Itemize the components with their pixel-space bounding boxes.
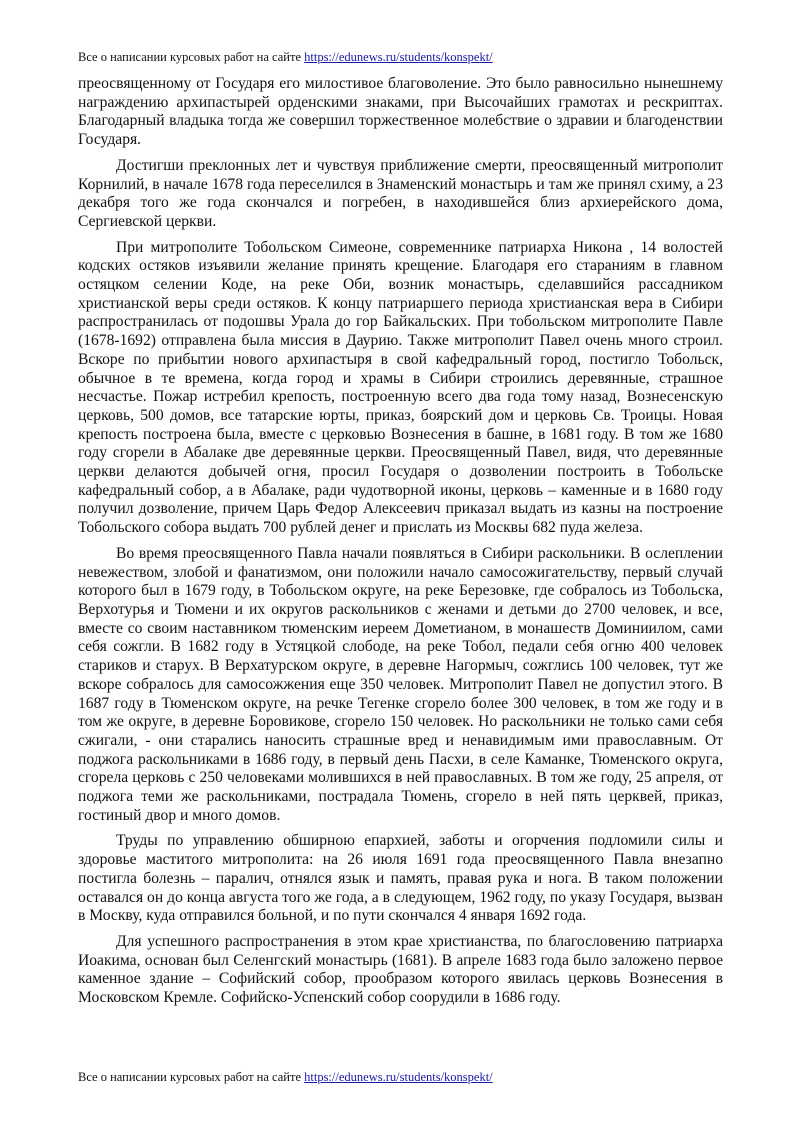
paragraph-selenga-monastery: Для успешного распространения в этом крае христианства, по благословению патриарха Иоакима, основан был Селенгский монастырь (1681). В апреле 1683 года было заложено первое каменное здание – Софийский собор, прообразом которого явилась церковь Вознесения в Московском Кремле. Софийско-Успенский собор соорудили в 1686 году. [78,932,723,1007]
footer-link[interactable]: https://edunews.ru/students/konspekt/ [304,1070,493,1084]
paragraph-continued: преосвященному от Государя его милостивое благоволение. Это было равносильно нынешнему награждению архипастырей орденскими знаками, при Высочайших грамотах и рескриптах. Благодарный владыка тогда же совершил торжественное молебствие о здравии и благоденствии Государя. [78,75,723,149]
paragraph-kornily-death: Достигши преклонных лет и чувствуя приближение смерти, преосвященный митрополит Корнилий, в начале 1678 года переселился в Знаменский монастырь и там же принял схиму, а 23 декабря того же года скончался и погребен, в находившейся близ архиерейского дома, Сергиевской церкви. [78,156,723,230]
paragraph-raskolniki: Во время преосвященного Павла начали появляться в Сибири раскольники. В ослеплении невежеством, злобой и фанатизмом, они положили начало самосожигательству, первый случай которого был в 1679 году, в Тобольском округе, на реке Березовке, где собралось из Тобольска, Верхотурья и Тюмени и их округов раскольников с женами и детьми до 2700 человек, и все, вместе со своим наставником тюменским иереем Дометианом, в монашеств Доминиилом, сами себя сожгли. В 1682 году в Устяцкой слободе, на реке Тобол, педали себя огню 400 человек стариков и старух. В Верхатурском округе, в деревне Нагормыч, сожглись 100 человек, тут же вскоре собралось для самосожжения еще 350 человек. Митрополит Павел не допустил этого. В 1687 году в Тюменском округе, на речке Тегенке сгорело более 300 человек, в том же году и в том же округе, в деревне Боровикове, сгорело 150 человек. Но раскольники не только сами себя сжигали, - они старались наносить страшные вред и ненавидимым ими православным. От поджога раскольниками в 1686 году, в первый день Пасхи, в селе Каманке, Тюменского округа, сгорела церковь с 250 человеками молившихся в ней православных. В том же году, 25 апреля, от поджога теми же раскольниками, пострадала Тюмень, сгорело в ней пять церквей, приказ, гостиный двор и много домов. [78,544,723,824]
header-link[interactable]: https://edunews.ru/students/konspekt/ [304,50,493,64]
document-body [78,75,723,1015]
paragraph-pavel-illness: Труды по управлению обширною епархией, заботы и огорчения подломили силы и здоровье маститого митрополита: на 26 июля 1691 года преосвященного Павла внезапно постигла болезнь – паралич, отнялся язык и память, правая рука и нога. В таком положении оставался он до конца августа того же года, а в следующем, 1962 году, по указу Государя, вызван в Москву, куда отправился больной, и по пути скончался 4 января 1692 года. [78,832,723,925]
page-header [78,49,493,65]
paragraph-simeon-pavel: При митрополите Тобольском Симеоне, современнике патриарха Никона , 14 волостей кодских остяков изъявили желание принять крещение. Благодаря его стараниям в главном остяцком селении Коде, на реке Оби, возник монастырь, сделавшийся рассадником христианской веры среди остяков. К концу патриаршего периода христианская вера в Сибири распространилась от подошвы Урала до гор Байкальских. При тобольском митрополите Павле (1678-1692) отправлена была миссия в Даурию. Также митрополит Павел очень много строил. Вскоре по прибытии нового архипастыря в свой кафедральный город, постигло Тобольск, обычное в те времена, когда город и храмы в Сибири строились деревянные, страшное несчастье. Пожар истребил крепость, построенную всего два года тому назад, Вознесенскую церковь, 500 домов, все татарские юрты, приказ, боярский дом и церковь Св. Троицы. Новая крепость построена была, вместе с церковью Вознесения в башне, в 1681 году. В том же 1680 году сгорели в Абалаке две деревянные церкви. Преосвященный Павел, видя, что деревянные церкви делаются добычей огня, просил Государя о дозволении построить в Тобольске кафедральный собор, а в Абалаке, ради чудотворной иконы, церковь – каменные и в 1680 году получил дозволение, причем Царь Федор Алексеевич приказал выдать из казны на построение Тобольского собора выдать 700 рублей денег и прислать из Москвы 682 пуда железа. [78,238,723,537]
footer-text: Все о написании курсовых работ на сайте [78,1070,305,1084]
header-text: Все о написании курсовых работ на сайте [78,50,305,64]
page-footer [78,1069,493,1085]
